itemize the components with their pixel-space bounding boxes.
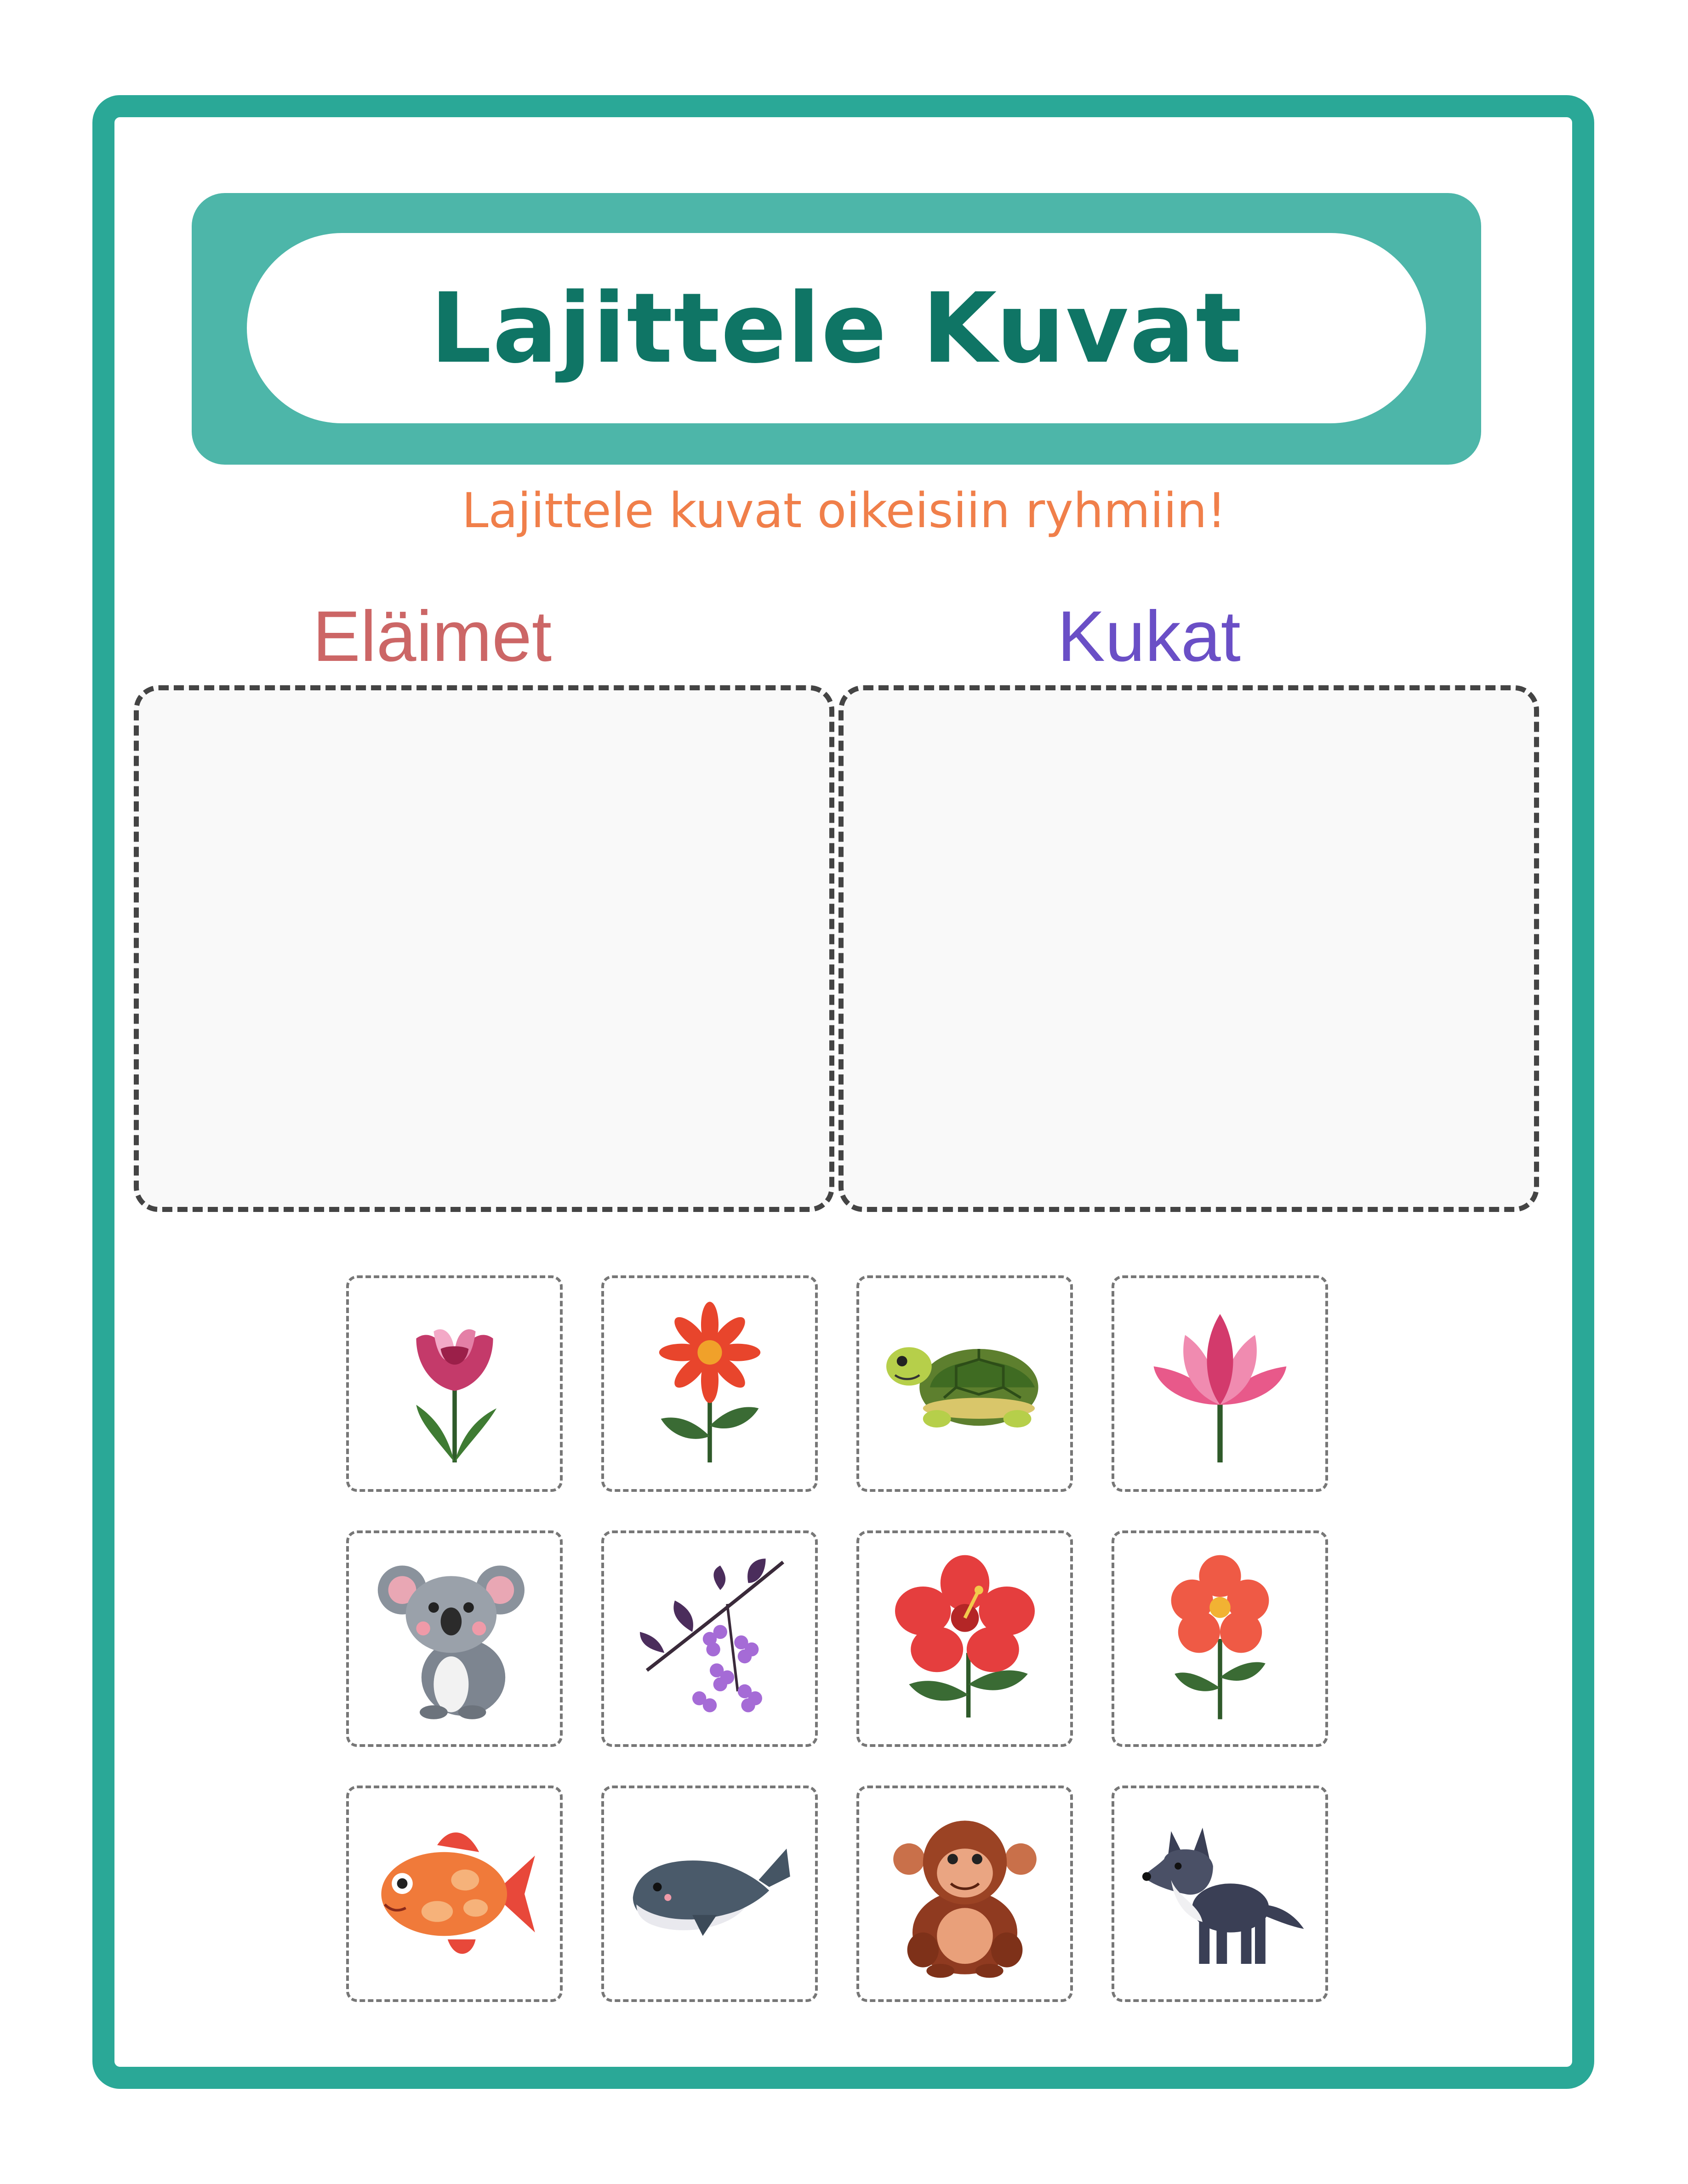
picture-card[interactable] [601,1530,818,1747]
lotus-flower-icon [1133,1297,1307,1471]
dropzone-flowers[interactable] [838,685,1539,1212]
category-label-flowers: Kukat [1057,597,1241,677]
picture-card[interactable] [346,1530,563,1747]
monkey-icon [878,1807,1052,1981]
picture-card[interactable] [601,1275,818,1492]
picture-card[interactable] [346,1275,563,1492]
wolf-icon [1133,1807,1307,1981]
instructions-text: Lajittele kuvat oikeisiin ryhmiin! [462,483,1226,539]
purple-blossom-branch-icon [622,1552,797,1726]
picture-card[interactable] [856,1530,1073,1747]
picture-card[interactable] [1112,1275,1328,1492]
category-label-animals: Eläimet [313,597,552,677]
dropzone-animals[interactable] [134,685,834,1212]
page-title: Lajittele Kuvat [430,272,1243,385]
fish-icon [367,1807,542,1981]
hibiscus-flower-icon [878,1552,1052,1726]
picture-card[interactable] [1112,1530,1328,1747]
whale-icon [622,1807,797,1981]
header-pill [247,233,1426,423]
red-flower-icon [1133,1552,1307,1726]
picture-card[interactable] [601,1786,818,2002]
picture-card[interactable] [1112,1786,1328,2002]
picture-card[interactable] [346,1786,563,2002]
orange-daisy-flower-icon [622,1297,797,1471]
picture-card[interactable] [856,1786,1073,2002]
tulip-flower-icon [367,1297,542,1471]
turtle-icon [878,1297,1052,1471]
koala-icon [367,1552,542,1726]
picture-card[interactable] [856,1275,1073,1492]
